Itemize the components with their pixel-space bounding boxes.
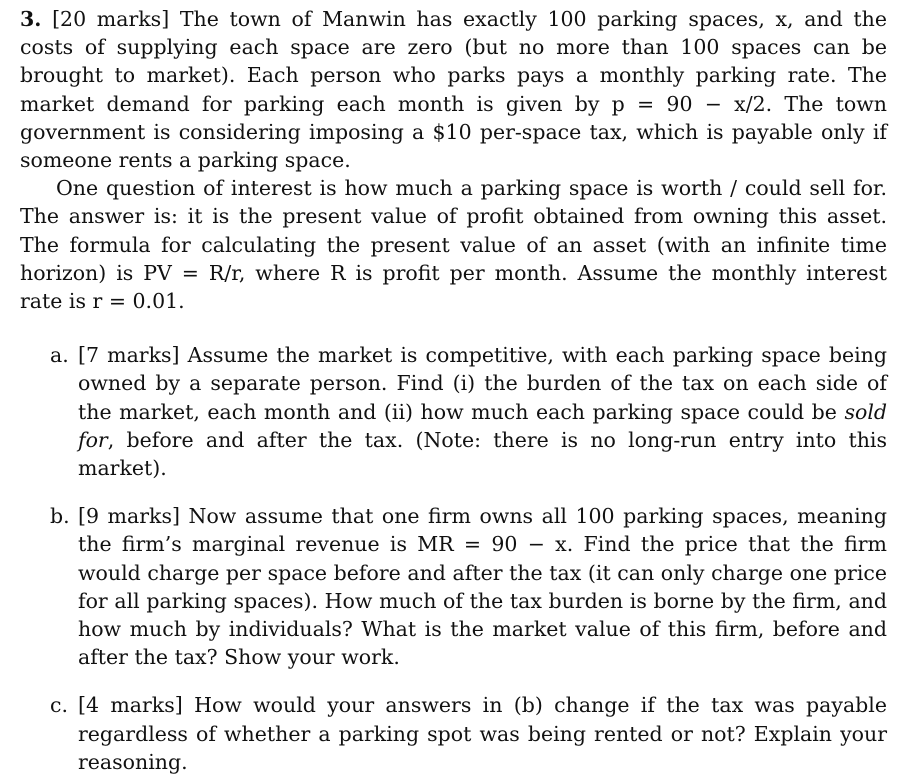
intro-text-2: One question of interest is how much a parking space is worth / could sell for. The answer is: it is the present value of profit obtained from owning this asset. The formula for calculating the present value of an asset (with an infinite time horizon) is PV = R/r, where R is profit per month. Assume the monthly interest rate is r = 0.01. [20,176,887,314]
part-b-marks: [9 marks] [78,504,180,529]
part-c-label: c. [50,693,68,718]
part-b-label: b. [50,504,70,529]
part-c-body [78,691,887,776]
question-parts [20,341,887,776]
intro-paragraph-1 [20,5,887,174]
part-c [20,691,887,776]
part-c-marks: [4 marks] [78,693,183,718]
question-number: 3. [20,7,42,31]
part-b-text: Now assume that one firm owns all 100 parking spaces, meaning the firm’s marginal revenue is MR = 90 − x. Find the price that the firm would charge per space before and after the tax (it can only charge one price for all parking spaces). How much of the tax burden is borne by the firm, and how much by individuals? What is the market value of this firm, before and after the tax? Show your work. [78,504,887,670]
intro-text-1: The town of Manwin has exactly 100 parking spaces, x, and the costs of supplying each space are zero (but no more than 100 spaces can be brought to market). Each person who parks pays a monthly parking rate. The market demand for parking each month is given by p = 90 − x/2. The town government is considering imposing a $10 per-space tax, which is payable only if someone rents a parking space. [20,7,887,173]
part-a-marks: [7 marks] [78,343,180,368]
part-c-text: How would your answers in (b) change if the tax was payable regardless of whether a parking spot was being rented or not? Explain your reasoning. [78,693,887,774]
part-a-body [78,341,887,482]
part-a [20,341,887,482]
part-b [20,502,887,671]
part-a-text-after: , before and after the tax. (Note: there is no long-run entry into this market). [78,427,887,481]
question-marks: [20 marks] [52,7,170,31]
intro-paragraph-2 [20,174,887,315]
part-b-body [78,502,887,671]
part-a-emphasis: sold for [78,399,887,452]
part-a-label: a. [50,343,69,368]
part-a-text-before: Assume the market is competitive, with each parking space being owned by a separate person. Find (i) the burden of the tax on each side of the market, each month and (ii) how much each parking space could be [78,343,887,424]
